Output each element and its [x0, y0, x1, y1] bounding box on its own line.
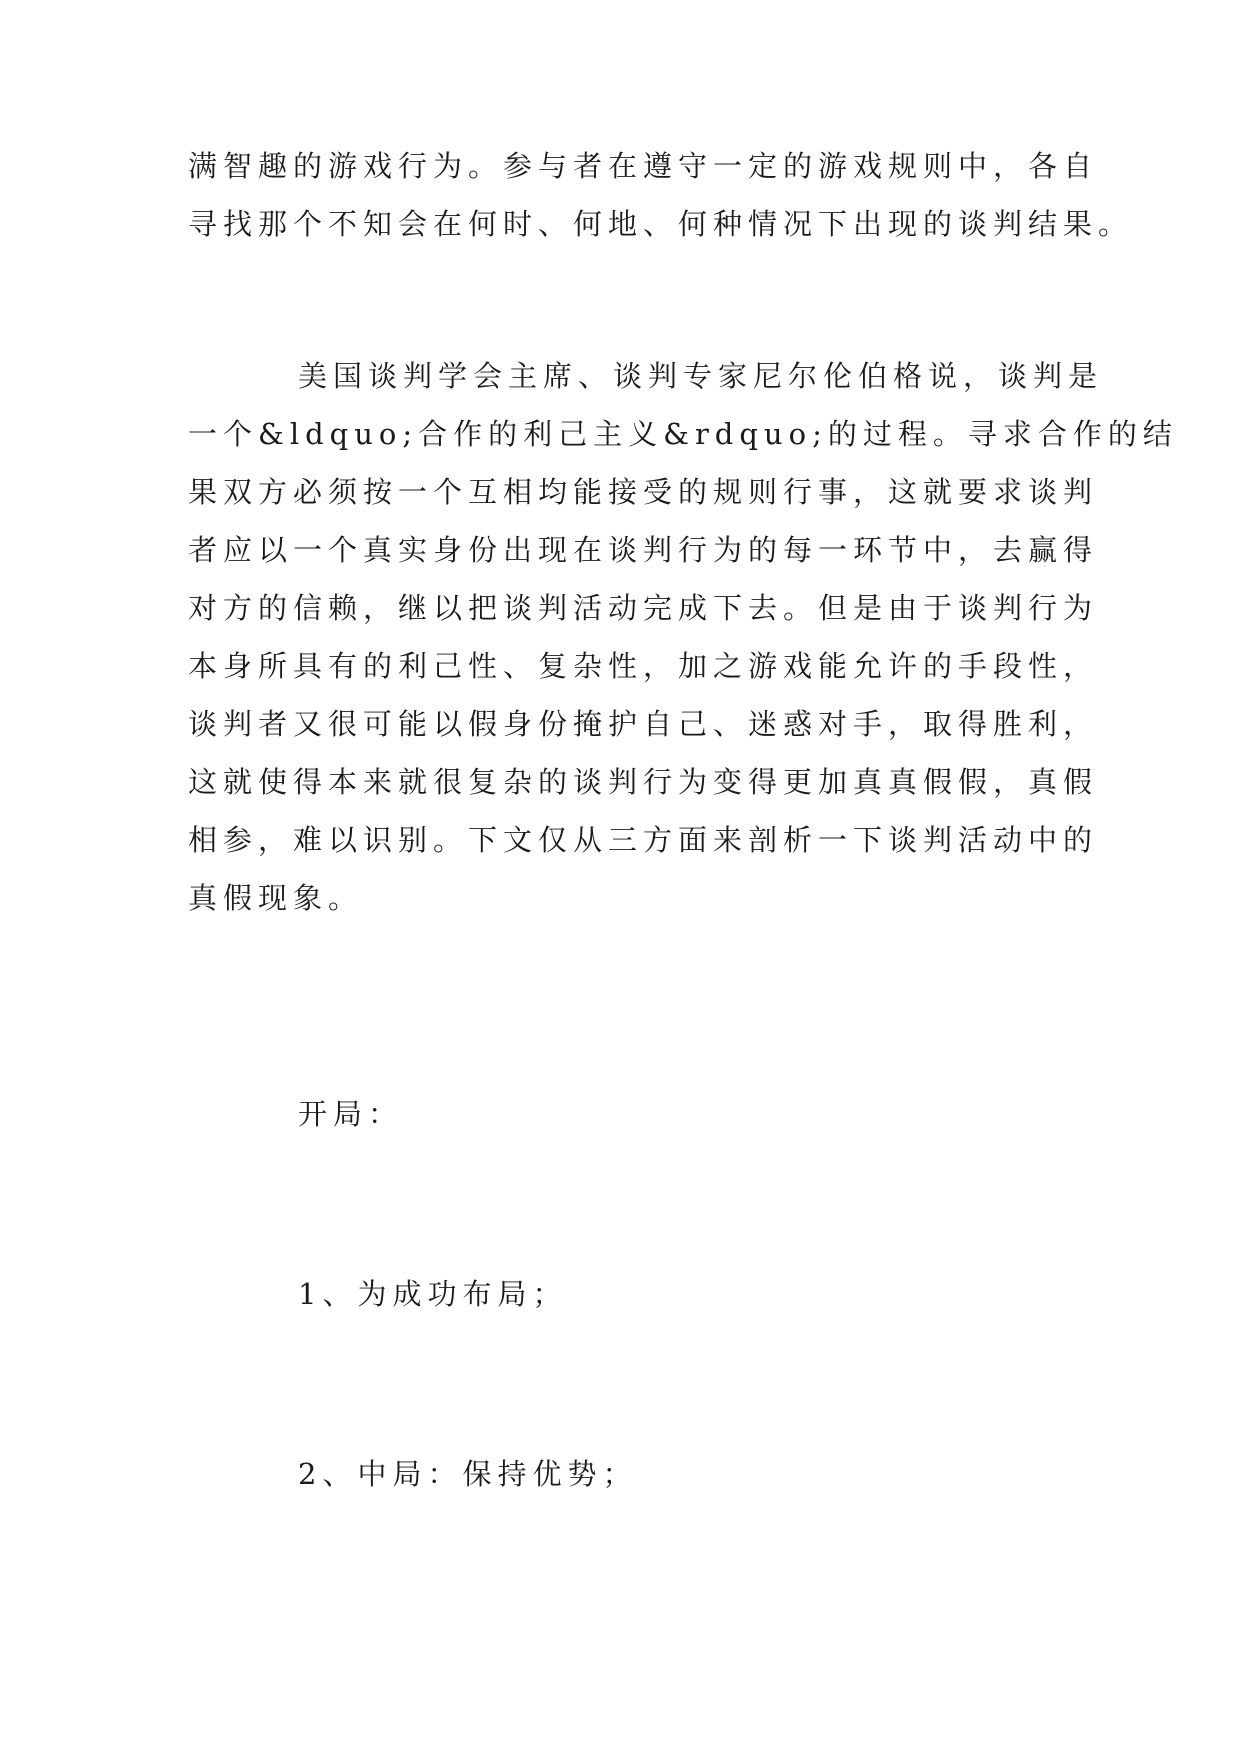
- list-item-2: 2、中局：保持优势；: [298, 1457, 638, 1491]
- paragraph-line: 美国谈判学会主席、谈判专家尼尔伦伯格说，谈判是: [298, 359, 1104, 393]
- list-item-1: 1、为成功布局；: [298, 1277, 568, 1311]
- paragraph-line: 果双方必须按一个互相均能接受的规则行事，这就要求谈判: [188, 475, 1099, 509]
- paragraph-line: 一个&ldquo;合作的利己主义&rdquo;的过程。寻求合作的结: [188, 417, 1178, 451]
- paragraph-line: 相参，难以识别。下文仅从三方面来剖析一下谈判活动中的: [188, 823, 1099, 857]
- paragraph-line: 本身所具有的利己性、复杂性，加之游戏能允许的手段性，: [188, 649, 1099, 683]
- paragraph-line: 满智趣的游戏行为。参与者在遵守一定的游戏规则中，各自: [188, 149, 1099, 183]
- paragraph-line: 者应以一个真实身份出现在谈判行为的每一环节中，去赢得: [188, 533, 1099, 567]
- paragraph-line: 对方的信赖，继以把谈判活动完成下去。但是由于谈判行为: [188, 591, 1099, 625]
- paragraph-1: [188, 137, 1133, 253]
- paragraph-line: 这就使得本来就很复杂的谈判行为变得更加真真假假，真假: [188, 765, 1099, 799]
- paragraph-line: 谈判者又很可能以假身份掩护自己、迷惑对手，取得胜利，: [188, 707, 1099, 741]
- heading-opening: 开局：: [298, 1097, 404, 1131]
- paragraph-line: 真假现象。: [188, 881, 364, 915]
- paragraph-line: 寻找那个不知会在何时、何地、何种情况下出现的谈判结果。: [188, 207, 1134, 241]
- paragraph-2: [188, 347, 1178, 927]
